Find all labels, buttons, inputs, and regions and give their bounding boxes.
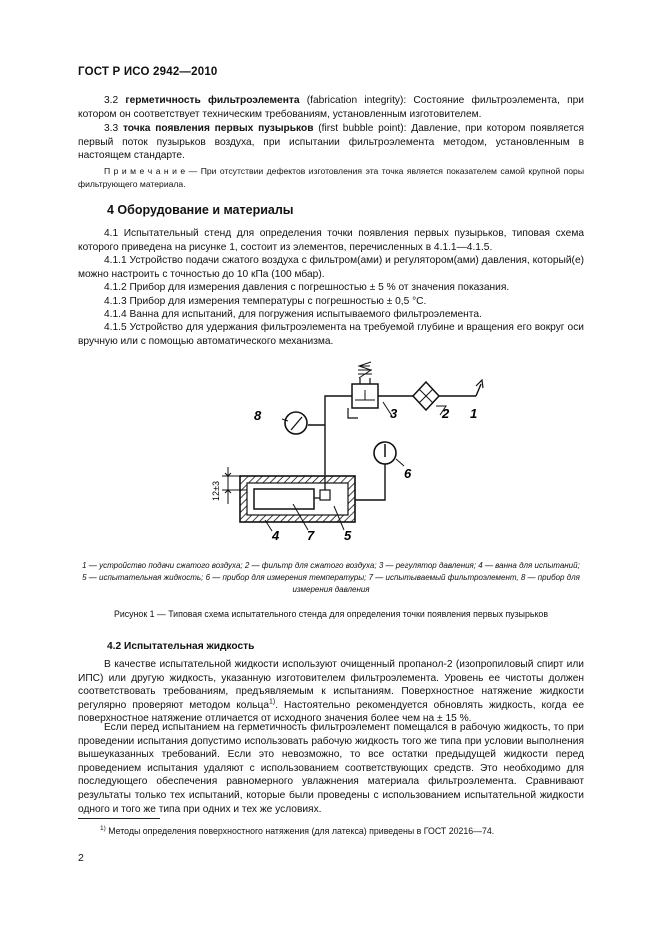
paragraph-4-1-5: 4.1.5 Устройство для удержания фильтроэлемента на требуемой глубине и вращения его вокруг оси вручную или с помощью автоматического механизма. [78, 322, 584, 347]
dimension-label: 12±3 [211, 481, 221, 501]
page-number: 2 [78, 852, 84, 864]
paragraph-4-2-1 [78, 658, 584, 726]
label-1: 1 [470, 406, 478, 421]
label-2: 2 [442, 406, 450, 421]
footnote-separator [78, 818, 160, 819]
document-header: ГОСТ Р ИСО 2942—2010 [78, 66, 218, 78]
section-4-title: 4 Оборудование и материалы [107, 203, 294, 217]
note-label: П р и м е ч а н и е [104, 166, 186, 176]
label-6: 6 [404, 466, 412, 481]
legend-line: 5 — испытательная жидкость; 6 — прибор для измерения температуры; 7 — испытываемый фильтроэлемент, 8 — прибор для [82, 573, 580, 582]
paragraph-4-1-4: 4.1.4 Ванна для испытаний, для погружения испытываемого фильтроэлемента. [104, 309, 482, 320]
definition-term: точка появления первых пузырьков [122, 123, 314, 134]
label-8: 8 [254, 408, 262, 423]
note-text: — При отсутствии дефектов изготовления эта точка является показателем самой крупной поры фильтрующего материала. [78, 166, 585, 189]
footnote-mark: 1) [100, 825, 106, 833]
figure-caption: Рисунок 1 — Типовая схема испытательного стенда для определения точки появления первых пузырьков [114, 609, 548, 619]
legend-line: 1 — устройство подачи сжатого воздуха; 2 — фильтр для сжатого воздуха; 3 — регулятор давления; 4 — ванна для испытаний; [82, 561, 580, 570]
definition-number: 3.2 [104, 95, 119, 106]
footnote-text: Методы определения поверхностного натяжения (для латекса) приведены в ГОСТ 20216—74. [105, 826, 495, 836]
definition-3-3 [78, 122, 584, 163]
air-pipe [325, 396, 352, 475]
footnote [100, 826, 494, 836]
thermometer-pipe [355, 464, 385, 500]
pressure-gauge-symbol [285, 412, 307, 434]
paragraph-text: В качестве испытательной жидкости используют очищенный пропанол-2 (изопропиловый спирт или ИПС) или другую жидкость, указанную изготовителем фильтроэлемента. Уровень ее чистоты должен соответствовать требованиям, предъявляемым к испытаниям. Поверхностное натяжение жидкости регулярно проверяют методом кольца [78, 659, 584, 711]
air-filter-symbol [413, 382, 439, 410]
footnote-ref: 1) [268, 698, 276, 706]
section-4-2-title: 4.2 Испытательная жидкость [107, 641, 255, 652]
legend-line: измерения давления [292, 585, 370, 594]
paragraph-4-1-1: 4.1.1 Устройство подачи сжатого воздуха с фильтром(ами) и регулятором(ами) давления, который(е) можно настроить с точностью до 10 кПа (100 мбар). [78, 255, 584, 280]
definition-number: 3.3 [104, 123, 119, 134]
paragraph-text: . Настоятельно рекомендуется обновлять жидкость, когда ее поверхностное натяжение отличается от исходного значения более чем на ± 15 %. [78, 699, 584, 725]
leader-6 [396, 459, 404, 466]
paragraph-4-1-3: 4.1.3 Прибор для измерения температуры с погрешностью ± 0,5 °С. [104, 296, 427, 307]
label-7: 7 [307, 528, 315, 543]
paragraph-4-1: 4.1 Испытательный стенд для определения точки появления первых пузырьков, типовая схема которого приведена на рисунке 1, состоит из элементов, перечисленных в 4.1.1—4.1.5. [78, 228, 584, 253]
definition-term: герметичность фильтроэлемента [125, 95, 300, 106]
figure-legend [78, 560, 584, 596]
element-holder [320, 490, 330, 500]
label-3: 3 [390, 406, 398, 421]
pressure-regulator-symbol [348, 362, 378, 418]
definition-3-2 [78, 94, 584, 121]
note [78, 165, 584, 190]
paragraph-4-2-2: Если перед испытанием на герметичность фильтроэлемент помещался в рабочую жидкость, то при проведении испытания допустимо использовать рабочую жидкость того же типа при условии выполнения вышеуказанных требований. Если это невозможно, то все остатки предыдущей жидкости перед проведением испытания удаляют с использованием соответствующих средств. Это необходимо для последующего обеспечения равномерного увлажнения материала фильтроэлемента. Сравнивают результаты только тех испытаний, которые были проведены с использованием испытательной жидкости одного и того же типа при одних и тех же условиях. [78, 722, 584, 815]
definition-text: (first bubble point): Давление, при котором появляется первый поток пузырьков воздуха, при испытании фильтроэлемента методом, установленным в настоящем стандарте. [78, 123, 584, 162]
test-stand-diagram [200, 340, 500, 552]
label-4: 4 [272, 528, 280, 543]
label-5: 5 [344, 528, 352, 543]
filter-element [254, 489, 314, 509]
paragraph-4-1-2: 4.1.2 Прибор для измерения давления с погрешностью ± 5 % от значения показания. [104, 282, 510, 293]
definition-text: (fabrication integrity): Состояние фильтроэлемента, при котором он соответствует техническим требованиям, установленным изготовителем. [78, 95, 584, 120]
